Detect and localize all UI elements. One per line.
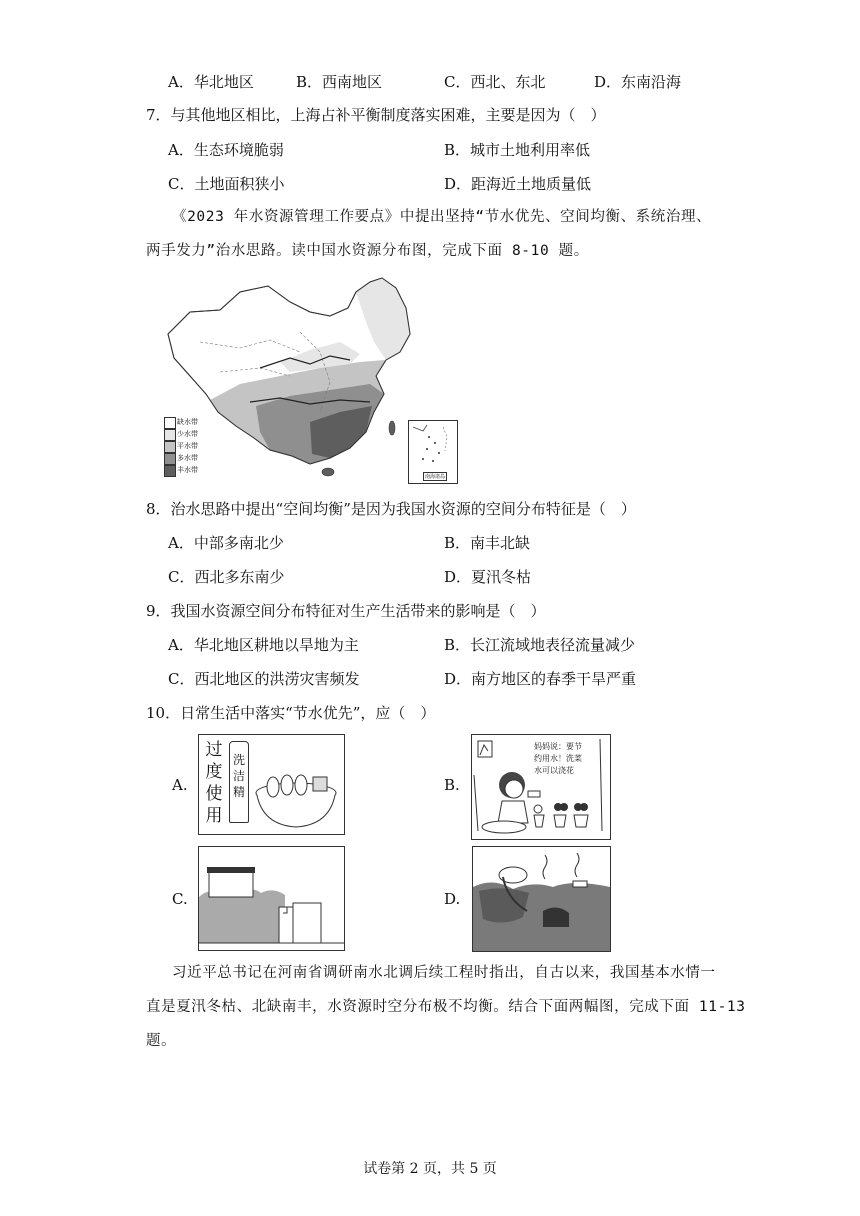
intro1-line2: 两手发力”治水思路。读中国水资源分布图，完成下面 8-10 题。 xyxy=(146,243,589,259)
q10-picture-d xyxy=(472,846,611,952)
overuse-char-2: 度 xyxy=(205,762,223,782)
girl-watering-plants-icon xyxy=(472,735,610,839)
leaking-faucet-icon xyxy=(199,847,344,950)
legend-label-5: 丰水带 xyxy=(177,466,198,474)
legend-swatch-5 xyxy=(164,465,176,477)
legend-label-4: 多水带 xyxy=(177,454,198,462)
intro1-line1: 《2023 年水资源管理工作要点》中提出坚持“节水优先、空间均衡、系统治理、 xyxy=(172,209,712,225)
overuse-char-4: 用 xyxy=(205,806,223,826)
q9-stem: 9．我国水资源空间分布特征对生产生活带来的影响是（ ） xyxy=(146,602,546,620)
q8-option-a: A．中部多南北少 xyxy=(168,534,284,552)
overuse-char-3: 使 xyxy=(205,784,223,804)
q9-option-d: D．南方地区的春季干旱严重 xyxy=(444,670,637,688)
q8-option-d: D．夏汛冬枯 xyxy=(444,568,532,586)
speech-line-1: 妈妈说：要节 xyxy=(534,742,582,751)
intro2-line1: 习近平总书记在河南省调研南水北调后续工程时指出，自古以来，我国基本水情一 xyxy=(172,965,716,981)
legend-swatch-2 xyxy=(164,429,176,441)
q9-option-b: B．长江流域地表径流量减少 xyxy=(444,636,636,654)
dish-basin-icon xyxy=(251,765,341,831)
q10-label-a: A. xyxy=(172,776,188,794)
q9-option-c: C．西北地区的洪涝灾害频发 xyxy=(168,670,360,688)
q6-option-b: B．西南地区 xyxy=(296,73,383,91)
detergent-bottle xyxy=(229,741,249,823)
q10-picture-c xyxy=(198,846,345,951)
inset-islands-graphic xyxy=(409,421,457,471)
q7-option-b: B．城市土地利用率低 xyxy=(444,141,591,159)
q8-option-c: C．西北多东南少 xyxy=(168,568,285,586)
q8-option-b: B．南丰北缺 xyxy=(444,534,531,552)
speech-line-2: 约用水！洗菜 xyxy=(534,754,582,763)
speech-line-3: 水可以浇花 xyxy=(534,766,574,775)
map-legend xyxy=(164,417,220,479)
legend-swatch-1 xyxy=(164,417,176,429)
intro2-line3: 题。 xyxy=(146,1033,177,1049)
q6-option-c: C．西北、东北 xyxy=(444,73,546,91)
q7-option-a: A．生态环境脆弱 xyxy=(168,141,284,159)
q10-label-c: C. xyxy=(172,890,188,908)
overuse-text xyxy=(204,739,224,827)
legend-label-3: 平水带 xyxy=(177,442,198,450)
q8-stem: 8．治水思路中提出“空间均衡”是因为我国水资源的空间分布特征是（ ） xyxy=(146,500,636,518)
q7-option-c: C．土地面积狭小 xyxy=(168,175,285,193)
intro2-line2: 直是夏汛冬枯、北缺南丰，水资源时空分布极不均衡。结合下面两幅图，完成下面 11-13 xyxy=(146,999,746,1015)
overuse-char-1: 过 xyxy=(205,740,223,760)
inset-label: 南海诸岛 xyxy=(425,474,446,480)
bottle-char-2: 洁 xyxy=(232,769,245,783)
q10-stem: 10．日常生活中落实“节水优先”，应（ ） xyxy=(146,704,436,722)
q10-picture-b xyxy=(471,734,611,840)
q6-option-a: A．华北地区 xyxy=(168,73,254,91)
page-footer: 试卷第 2 页，共 5 页 xyxy=(363,1161,497,1177)
q6-option-d: D．东南沿海 xyxy=(594,73,682,91)
legend-label-1: 缺水带 xyxy=(177,418,198,426)
polluted-water-icon xyxy=(473,847,610,951)
q7-stem: 7．与其他地区相比，上海占补平衡制度落实困难，主要是因为（ ） xyxy=(146,106,606,124)
water-resources-map xyxy=(160,272,460,484)
legend-swatch-4 xyxy=(164,453,176,465)
q10-label-b: B. xyxy=(444,776,460,794)
legend-swatch-3 xyxy=(164,441,176,453)
q10-label-d: D. xyxy=(444,890,461,908)
q9-option-a: A．华北地区耕地以旱地为主 xyxy=(168,636,359,654)
bottle-char-1: 洗 xyxy=(232,753,245,767)
bottle-char-3: 精 xyxy=(232,785,245,799)
south-china-sea-inset xyxy=(408,420,458,484)
legend-label-2: 少水带 xyxy=(177,430,198,438)
q7-option-d: D．距海近土地质量低 xyxy=(444,175,592,193)
q10-picture-a xyxy=(198,734,345,835)
